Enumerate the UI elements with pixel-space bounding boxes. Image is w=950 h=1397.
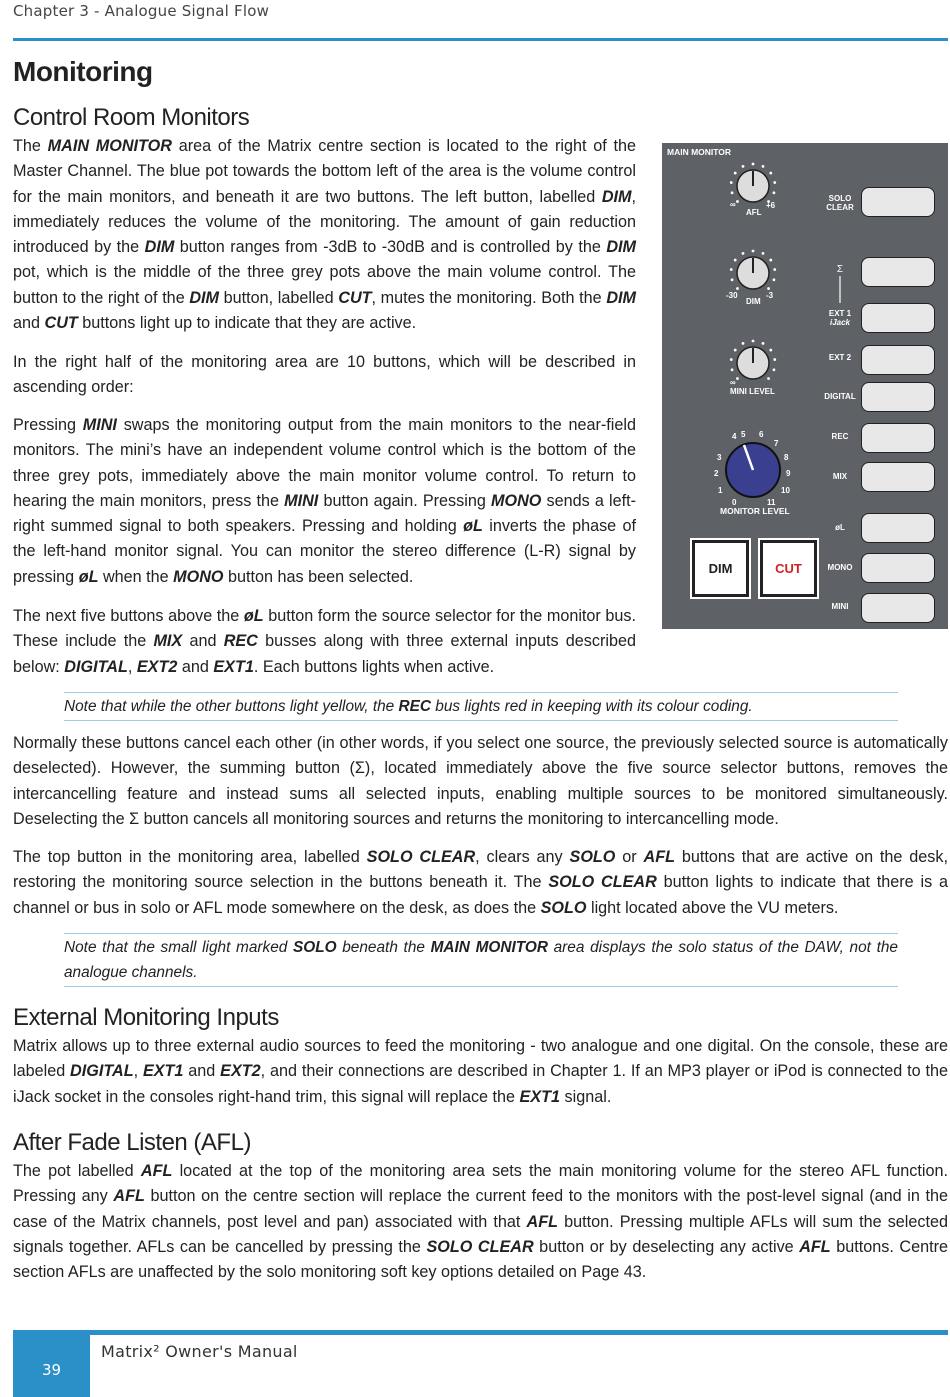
knob-tick-dot [773,278,776,281]
knob-tick-dot [773,191,776,194]
knob-tick-dot [731,368,734,371]
scale-label-7: 7 [774,439,779,448]
knob-tick-dot [767,287,770,290]
knob-tick-dot [736,200,739,203]
paragraph-afl: The pot labelled AFL located at the top of the monitoring area sets the main monitoring volume for the stereo AFL function. Pressing any AFL button on the centre section will replace the current feed to the monitors with the post-level signal (and in the case of the Matrix channels, post level and pan) associated with that AFL button. Pressing multiple AFLs will sum the selected signals together. AFLs can be cancelled by pressing the SOLO CLEAR button or by deselecting any active AFL buttons. Centre section AFLs are unaffected by the solo monitoring soft key options detailed on Page 43. [13,1162,949,1282]
paragraph-external: Matrix allows up to three external audio sources to feed the monitoring - two analogue and one digital. On the console, these are labeled DIGITAL, EXT1 and EXT2, and their connections are described in Chapter 1. If an MP3 player or iPod is connected to the iJack socket in the consoles right-hand trim, this signal will replace the EXT1 signal. [13,1037,948,1106]
knob-tick-dot [742,252,745,255]
knob-tick-dot [734,172,737,175]
dim-minus3-label: -3 [766,291,774,300]
dim-knob [730,250,776,290]
paragraph-intercancel: Normally these buttons cancel each other (in other words, if you select one source, the previously selected source is automatically deselected). However, the summing button (Σ), located immediately above the five source selector buttons, removes the intercancelling feature and instead sums all selected inputs, enabling multiple sources to be monitored simultaneously. Deselecting the Σ button cancels all monitoring sources and returns the monitoring to intercancelling mode. [13,734,948,828]
sigma-button[interactable] [861,257,935,287]
solo-clear-label: SOLO CLEAR [826,194,854,212]
mix-label: MIX [832,472,848,481]
mini-inf-label: ∞ [730,378,736,387]
ext1-label: EXT 1 iJack [828,309,852,327]
afl-label: AFL [746,208,762,217]
mini-label: MINI [831,602,849,611]
knob-tick-dot [762,252,765,255]
knob-tick-dot [752,250,755,253]
sigma-label: Σ [836,264,844,275]
knob-tick-dot [769,172,772,175]
scale-label-2: 2 [714,469,719,478]
knob-tick-dot [762,342,765,345]
footer-manual-title: Matrix² Owner's Manual [101,1342,298,1361]
section-heading-control-room: Control Room Monitors [13,104,250,131]
knob-tick-dot [734,349,737,352]
digital-label: DIGITAL [824,392,856,401]
scale-label-4: 4 [732,432,737,441]
knob-tick-dot [742,165,745,168]
scale-label-0: 0 [732,498,737,507]
mini-button[interactable] [861,593,935,623]
section-heading-afl: After Fade Listen (AFL) [13,1129,251,1156]
dim-minus30-label: -30 [726,291,738,300]
note-solo-text: Note that the small light marked SOLO beneath the MAIN MONITOR area displays the solo status of the DAW, not the analogue channels. [64,939,898,981]
knob-tick-dot [736,287,739,290]
knob-tick-dot [773,358,776,361]
scale-label-3: 3 [717,453,722,462]
page-number: 39 [13,1330,90,1397]
afl-knob [730,163,776,203]
main-monitor-panel [662,143,948,629]
knob-tick-dot [752,163,755,166]
ext1-button[interactable] [861,303,935,333]
ext2-button[interactable] [861,345,935,375]
phase-label: øL [835,523,845,532]
paragraph-source-selector: The next five buttons above the øL button form the source selector for the monitor bus. These include the MIX and REC busses along with three external inputs described below: DIGITAL, EXT2 and EXT1. Each buttons lights when active. [13,607,636,676]
panel-title: MAIN MONITOR [667,147,732,157]
knob-tick-dot [730,268,733,271]
scale-label-6: 6 [759,430,764,439]
knob-tick-dot [769,259,772,262]
afl-inf-label: ∞ [730,200,736,209]
monitor-level-label: MONITOR LEVEL [720,506,790,516]
mini-level-label: MINI LEVEL [730,387,775,396]
paragraph-solo-clear: The top button in the monitoring area, labelled SOLO CLEAR, clears any SOLO or AFL buttons that are active on the desk, restoring the monitoring source selection in the buttons beneath it. The SOLO CLEAR button lights to indicate that there is a channel or bus in solo or AFL mode somewhere on the desk, as does the SOLO light located above the VU meters. [13,848,948,917]
scale-label-9: 9 [786,469,791,478]
digital-button[interactable] [861,382,935,412]
cut-button[interactable]: CUT [760,540,817,597]
knob-tick-dot [773,368,776,371]
scale-label-1: 1 [718,486,723,495]
knob-tick-dot [742,342,745,345]
monitor-level-knob [726,443,780,497]
mini-level-knob [730,340,776,380]
paragraph-ten-buttons: In the right half of the monitoring area are 10 buttons, which will be described in ascending order: [13,353,636,397]
phase-button[interactable] [861,513,935,543]
scale-label-11: 11 [767,498,776,507]
mono-button[interactable] [861,553,935,583]
note-rec-text: Note that while the other buttons light yellow, the REC bus lights red in keeping with its colour coding. [64,698,753,715]
knob-tick-dot [773,268,776,271]
knob-tick-dot [773,181,776,184]
note-solo [64,933,898,987]
mono-label: MONO [827,563,853,572]
solo-clear-button[interactable] [861,187,935,217]
knob-tick-dot [762,165,765,168]
afl-plus-label: +6 [766,201,776,210]
paragraph-mini: Pressing MINI swaps the monitoring output from the main monitors to the near-field monitors. The mini’s have an independent volume control which is the bottom of the three grey pots, immediately above the main monitor volume control. To return to hearing the main monitors, press the MINI button again. Pressing MONO sends a left-right summed signal to both speakers. Pressing and holding øL inverts the phase of the left-hand monitor signal. You can monitor the stereo difference (L-R) signal by pressing øL when the MONO button has been selected. [13,416,636,586]
knob-tick-dot [734,259,737,262]
knob-tick-dot [730,358,733,361]
ext2-label: EXT 2 [828,353,852,362]
paragraph-main-monitor: The MAIN MONITOR area of the Matrix centre section is located to the right of the Master Channel. The blue pot towards the bottom left of the area is the volume control for the main monitors, and beneath it are two buttons. The left button, labelled DIM, immediately reduces the volume of the monitoring. The amount of gain reduction introduced by the DIM button ranges from -3dB to -30dB and is controlled by the DIM pot, which is the middle of the three grey pots above the main volume control. The button to the right of the DIM button, labelled CUT, mutes the monitoring. Both the DIM and CUT buttons light up to indicate that they are active. [13,137,636,333]
scale-label-5: 5 [741,430,746,439]
dim-button[interactable]: DIM [692,540,749,597]
header-rule [13,38,948,41]
footer-rule [13,1330,948,1335]
knob-tick-dot [730,181,733,184]
knob-tick-dot [731,191,734,194]
knob-tick-dot [731,278,734,281]
mix-button[interactable] [861,462,935,492]
chapter-header: Chapter 3 - Analogue Signal Flow [13,2,270,20]
scale-label-8: 8 [784,453,789,462]
rec-button[interactable] [861,423,935,453]
knob-tick-dot [736,377,739,380]
knob-tick-dot [752,340,755,343]
knob-tick-dot [769,349,772,352]
dim-pot-label: DIM [746,297,761,306]
knob-tick-dot [767,377,770,380]
scale-label-10: 10 [781,486,790,495]
rec-label: REC [831,432,849,441]
section-heading-external: External Monitoring Inputs [13,1004,279,1031]
note-rec [64,692,898,721]
page-title: Monitoring [13,56,153,87]
